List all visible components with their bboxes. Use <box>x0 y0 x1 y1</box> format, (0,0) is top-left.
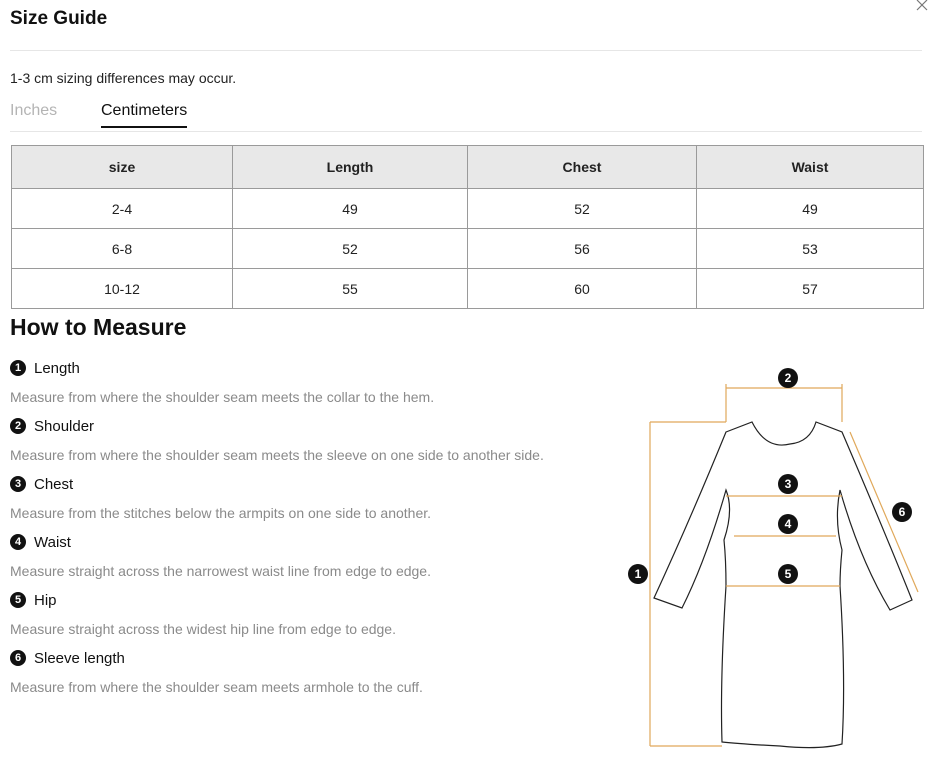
column-header-waist: Waist <box>697 146 924 189</box>
marker-3 <box>778 474 798 494</box>
marker-1 <box>628 564 648 584</box>
svg-text:2: 2 <box>784 371 792 385</box>
column-header-chest: Chest <box>468 146 697 189</box>
column-header-size: size <box>12 146 233 189</box>
measure-label: Shoulder <box>34 417 95 435</box>
measure-item-chest <box>10 475 431 521</box>
marker-5 <box>778 564 798 584</box>
measure-description: Measure from the stitches below the armpits on one side to another. <box>10 505 432 521</box>
number-3-icon: 3 <box>10 476 26 492</box>
measure-item-hip <box>10 591 396 637</box>
measure-item-shoulder <box>10 417 544 463</box>
shoulder-line <box>726 384 842 422</box>
modal-title: Size Guide <box>10 8 108 29</box>
how-to-measure-title: How to Measure <box>10 314 187 340</box>
table-cell: 57 <box>697 269 924 309</box>
table-cell: 2-4 <box>12 189 233 229</box>
measure-label: Length <box>34 359 80 377</box>
header-divider <box>10 50 922 51</box>
table-cell: 49 <box>697 189 924 229</box>
svg-text:1: 1 <box>634 567 642 581</box>
tab-centimeters[interactable]: Centimeters <box>101 102 187 128</box>
marker-6 <box>892 502 912 522</box>
sizing-note: 1-3 cm sizing differences may occur. <box>10 70 237 86</box>
size-table <box>11 145 924 309</box>
table-row <box>12 189 924 229</box>
svg-text:5: 5 <box>784 567 792 581</box>
close-icon[interactable] <box>915 0 929 12</box>
measure-item-waist <box>10 533 431 579</box>
unit-tabs <box>10 100 922 132</box>
column-header-length: Length <box>233 146 468 189</box>
table-cell: 55 <box>233 269 468 309</box>
number-4-icon: 4 <box>10 534 26 550</box>
table-row <box>12 229 924 269</box>
measure-item-sleeve-length <box>10 649 423 695</box>
measure-label: Chest <box>34 475 74 493</box>
number-2-icon: 2 <box>10 418 26 434</box>
dress-outline <box>654 422 912 748</box>
table-header-row <box>12 146 924 189</box>
number-6-icon: 6 <box>10 650 26 666</box>
svg-text:6: 6 <box>898 505 906 519</box>
measure-description: Measure straight across the narrowest waist line from edge to edge. <box>10 563 431 579</box>
table-cell: 52 <box>468 189 697 229</box>
table-cell: 60 <box>468 269 697 309</box>
table-cell: 10-12 <box>12 269 233 309</box>
table-cell: 53 <box>697 229 924 269</box>
svg-text:4: 4 <box>784 517 792 531</box>
table-row <box>12 269 924 309</box>
measure-label: Sleeve length <box>34 649 125 667</box>
number-1-icon: 1 <box>10 360 26 376</box>
measure-label: Waist <box>34 533 71 551</box>
marker-4 <box>778 514 798 534</box>
measure-item-length <box>10 359 434 405</box>
tab-inches[interactable]: Inches <box>10 102 58 119</box>
measure-label: Hip <box>34 591 57 609</box>
dress-measurement-diagram <box>620 360 940 760</box>
marker-2 <box>778 368 798 388</box>
measure-description: Measure from where the shoulder seam meets the collar to the hem. <box>10 389 435 405</box>
measure-description: Measure from where the shoulder seam meets armhole to the cuff. <box>10 679 423 695</box>
number-5-icon: 5 <box>10 592 26 608</box>
svg-text:3: 3 <box>784 477 792 491</box>
table-cell: 56 <box>468 229 697 269</box>
table-cell: 6-8 <box>12 229 233 269</box>
measure-description: Measure from where the shoulder seam meets the sleeve on one side to another side. <box>10 447 544 463</box>
measure-description: Measure straight across the widest hip line from edge to edge. <box>10 621 396 637</box>
table-cell: 52 <box>233 229 468 269</box>
table-cell: 49 <box>233 189 468 229</box>
